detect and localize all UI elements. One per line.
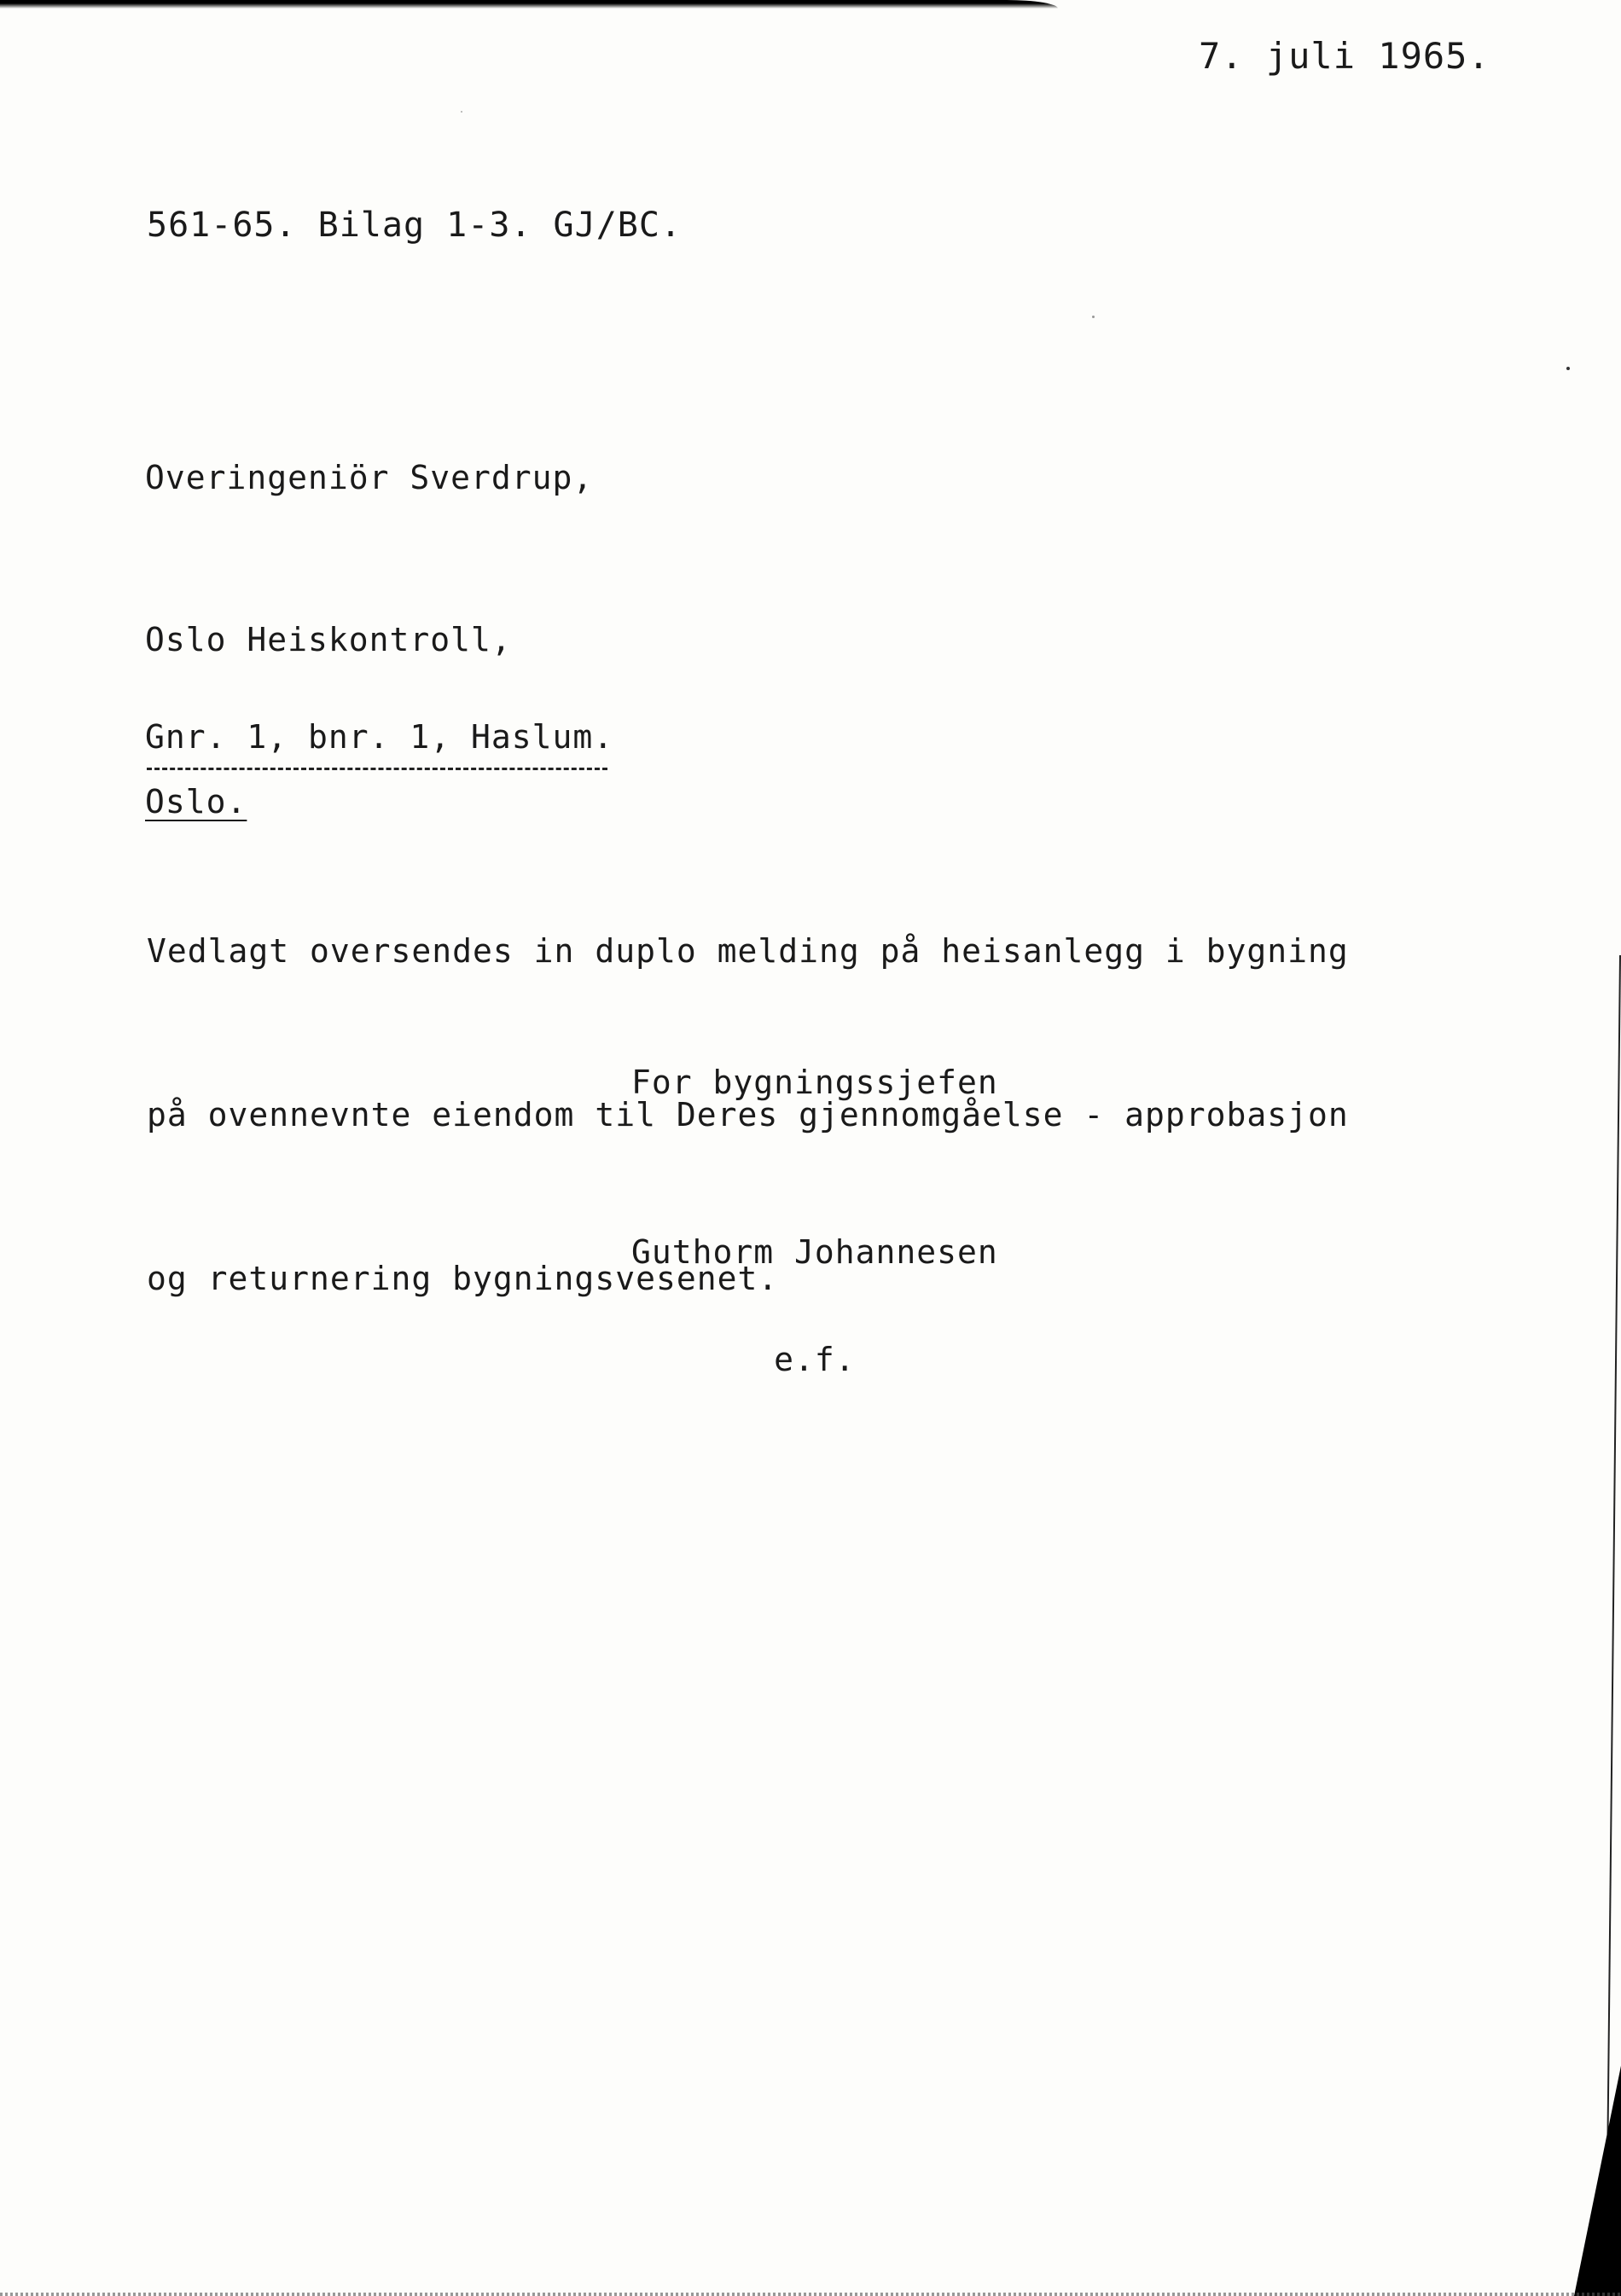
signature-suffix: e.f. bbox=[774, 1341, 856, 1378]
letter-date: 7. juli 1965. bbox=[1199, 35, 1490, 77]
recipient-city: Oslo. bbox=[145, 783, 247, 820]
subject-line: Gnr. 1, bnr. 1, Haslum. bbox=[145, 718, 614, 756]
body-line: på ovennevnte eiendom til Deres gjennomgåelse - approbasjon bbox=[147, 1096, 1349, 1134]
recipient-line: Oslo Heiskontroll, bbox=[145, 621, 512, 658]
body-line: og returnering bygningsvesenet. bbox=[147, 1260, 779, 1297]
reference-line: 561-65. Bilag 1-3. GJ/BC. bbox=[147, 206, 683, 245]
scan-edge-top bbox=[0, 0, 1058, 9]
body-line: Vedlagt oversendes in duplo melding på heisanlegg i bygning bbox=[147, 932, 1349, 970]
subject-underline bbox=[147, 768, 607, 770]
signature-name: Guthorm Johannesen bbox=[631, 1233, 998, 1271]
recipient-line: Overingeniör Sverdrup, bbox=[145, 459, 594, 496]
scan-speck bbox=[461, 111, 462, 113]
scan-edge-bottom bbox=[0, 2293, 1621, 2296]
signature-block bbox=[631, 1162, 998, 1449]
scan-corner-shadow bbox=[1574, 2066, 1621, 2296]
closing-line: For bygningssjefen bbox=[631, 1064, 998, 1101]
scan-speck bbox=[1566, 367, 1570, 370]
scan-speck bbox=[1092, 316, 1095, 318]
